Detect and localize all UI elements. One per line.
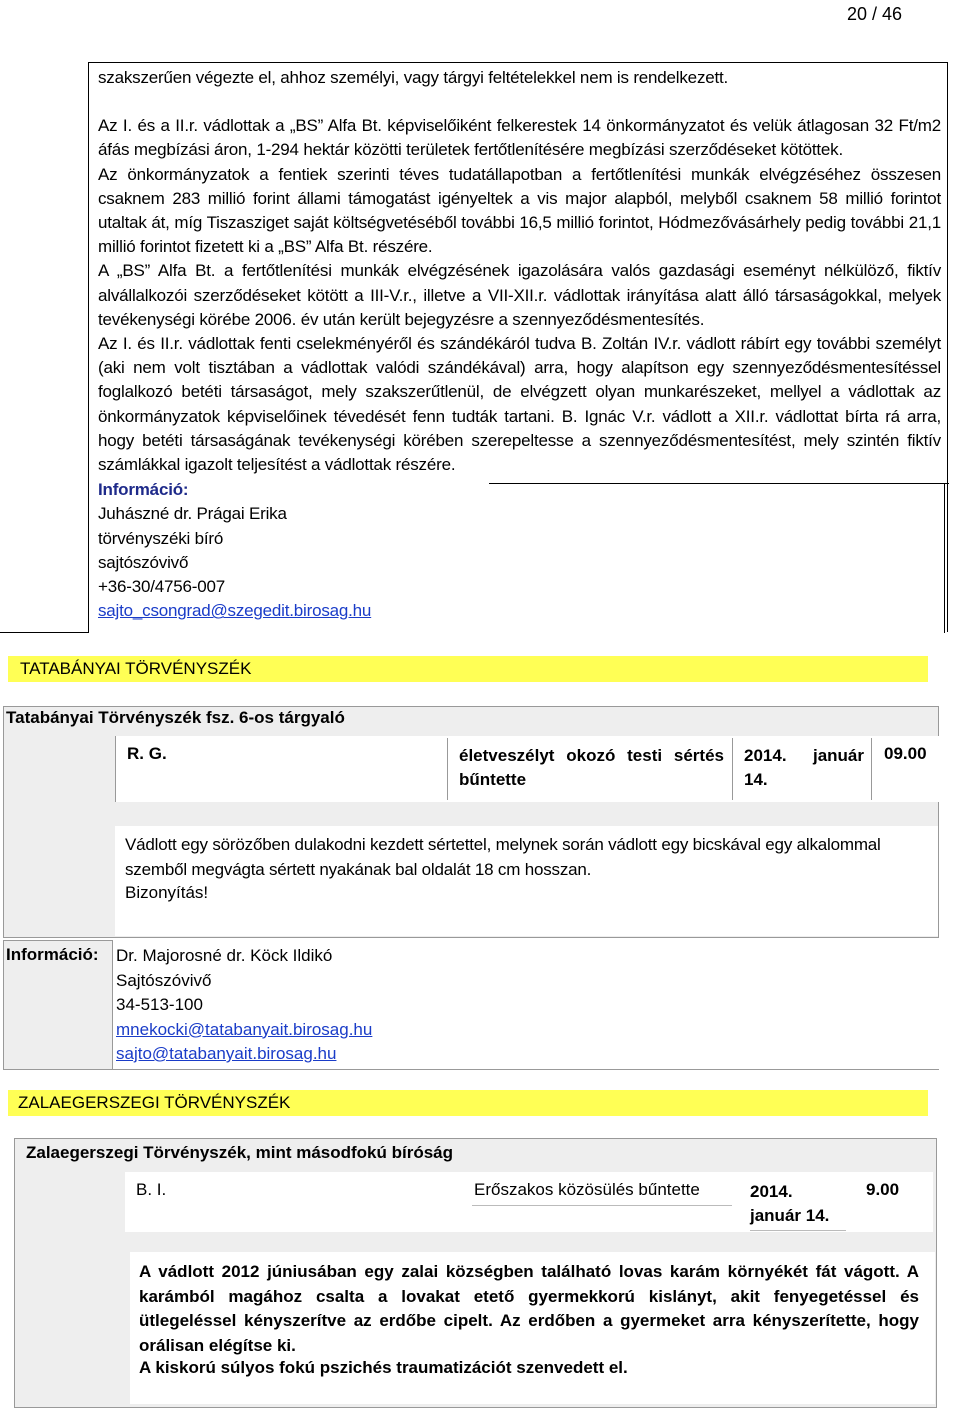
info-title: Információ: xyxy=(98,480,189,500)
contact-phone: +36-30/4756-007 xyxy=(98,577,225,597)
contact-role: sajtószóvivő xyxy=(98,552,189,572)
page-number: 20 / 46 xyxy=(846,4,902,24)
tatabanya-contact xyxy=(116,944,372,1067)
contact-name: Dr. Majorosné dr. Köck Ildikó xyxy=(116,946,333,965)
case-paragraph: Az önkormányzatok a fentiek szerinti téves tudatállapotban a fertőtlenítési munkák elvégzéséhez összesen csaknem 283 millió forint állami támogatást igényeltek a vis major alapból, melyből csaknem 58 millió forintot utaltak át, míg Tiszasziget saját költségvetéséből további 16,5 millió forintot, Hódmezővásárhely pedig további 21,1 millió forintot fizetett ki a „BS” Alfa Bt. részére. xyxy=(98,164,941,257)
court-header-zalaegerszeg: ZALAEGERSZEGI TÖRVÉNYSZÉK xyxy=(8,1090,928,1116)
szeged-case-text xyxy=(98,66,941,623)
case-description: Vádlott egy sörözőben dulakodni kezdett sértettel, melynek során vádlott egy bicskával egy alkalommal szemből megvágta sértett nyakának bal oldalát 18 cm hosszan. xyxy=(125,835,881,879)
divider xyxy=(0,632,89,633)
hearing-time: 9.00 xyxy=(866,1180,900,1199)
court-header-tatabanya: TATABÁNYAI TÖRVÉNYSZÉK xyxy=(8,656,928,682)
contact-phone: 34-513-100 xyxy=(116,995,203,1014)
case-paragraph: Az I. és a II.r. vádlottak a „BS” Alfa Bt. képviselőiként felkerestek 14 önkormányzatot és velük átlagosan 32 Ft/m2 áfás megbízási áron, 1-294 hektár közötti területek fertőtlenítésére megbízási szerződéseket kötöttek. xyxy=(98,116,941,160)
defendant-name: R. G. xyxy=(127,744,167,763)
charge: életveszélyt okozó testi sértés bűntette xyxy=(459,746,724,789)
charge: Erőszakos közösülés bűntette xyxy=(474,1180,700,1199)
case-paragraph: A „BS” Alfa Bt. a fertőtlenítési munkák elvégzésének igazolására valós gazdasági eseményt nélkülöző, fiktív alvállalkozói szerződéseket kötött a III-V.r., illetve a VII-XII.r. vádlottak irányítása alatt álló társaságokkal, melyek tevékenységi körébe 2006. év után került bejegyzésre a szennyeződésmentesítés. xyxy=(98,261,941,329)
hearing-date: 2014. január 14. xyxy=(744,746,864,789)
court-name: Zalaegerszegi Törvényszék, mint másodfokú bíróság xyxy=(26,1143,454,1162)
cell-underline xyxy=(472,1205,732,1206)
contact-email-link[interactable]: mnekocki@tatabanyait.birosag.hu xyxy=(116,1019,373,1039)
hearing-time: 09.00 xyxy=(884,744,927,763)
info-title: Információ: xyxy=(6,945,99,964)
contact-email-link[interactable]: sajto@tatabanyait.birosag.hu xyxy=(116,1044,337,1063)
case-description: A vádlott 2012 júniusában egy zalai községben található lovas karám környékét fát vágott. A karámból magához csalta a lovakat etető gyermekkorú kislányt, akit fenyegetéssel és ütlegeléssel kényszerítve az erdőbe cipelt. Az erdőben a gyermeket arra kényszerítette, hogy orálisan elégítse ki. xyxy=(139,1262,919,1355)
case-consequence: A kiskorú súlyos fokú pszichés traumatizációt szenvedett el. xyxy=(139,1358,628,1377)
divider xyxy=(944,483,945,633)
contact-email-link[interactable]: sajto_csongrad@szegedit.birosag.hu xyxy=(98,601,372,621)
case-paragraph: Az I. és II.r. vádlottak fenti cselekményéről és szándékáról tudva B. Zoltán IV.r. vádlott rábírt egy további személyt (aki nem volt tisztában a vádlottak valódi szándékával) arra, hogy alapítson egy szennyeződésmentesítéssel foglalkozó betéti társaságot, mely szakszerűtlenül, de elvégzett olyan munkarészeket, mellyel a vádlottak az önkormányzatok képviselőinek tévedését fenn tudták tartani. B. Ignác V.r. vádlott a XII.r. vádlottat bírta rá arra, hogy betéti társaságának tevékenységi körében szerepeltesse a szennyeződésmentesítést, mely szintén fiktív számlákkal igazolt teljesítést a vádlottak részére. xyxy=(98,334,941,475)
hearing-date: 2014. január 14. xyxy=(750,1180,846,1231)
cell-divider xyxy=(871,738,872,800)
defendant-name: B. I. xyxy=(136,1180,167,1199)
hearing-stage: Bizonyítás! xyxy=(125,883,209,902)
case-text-line: szakszerűen végezte el, ahhoz személyi, vagy tárgyi feltételekkel nem is rendelkezett. xyxy=(98,68,729,87)
courtroom-label: Tatabányai Törvényszék fsz. 6-os tárgyaló xyxy=(6,708,345,727)
contact-role: törvényszéki bíró xyxy=(98,528,224,548)
contact-role: Sajtószóvivő xyxy=(116,970,212,990)
contact-name: Juhászné dr. Prágai Erika xyxy=(98,504,287,524)
